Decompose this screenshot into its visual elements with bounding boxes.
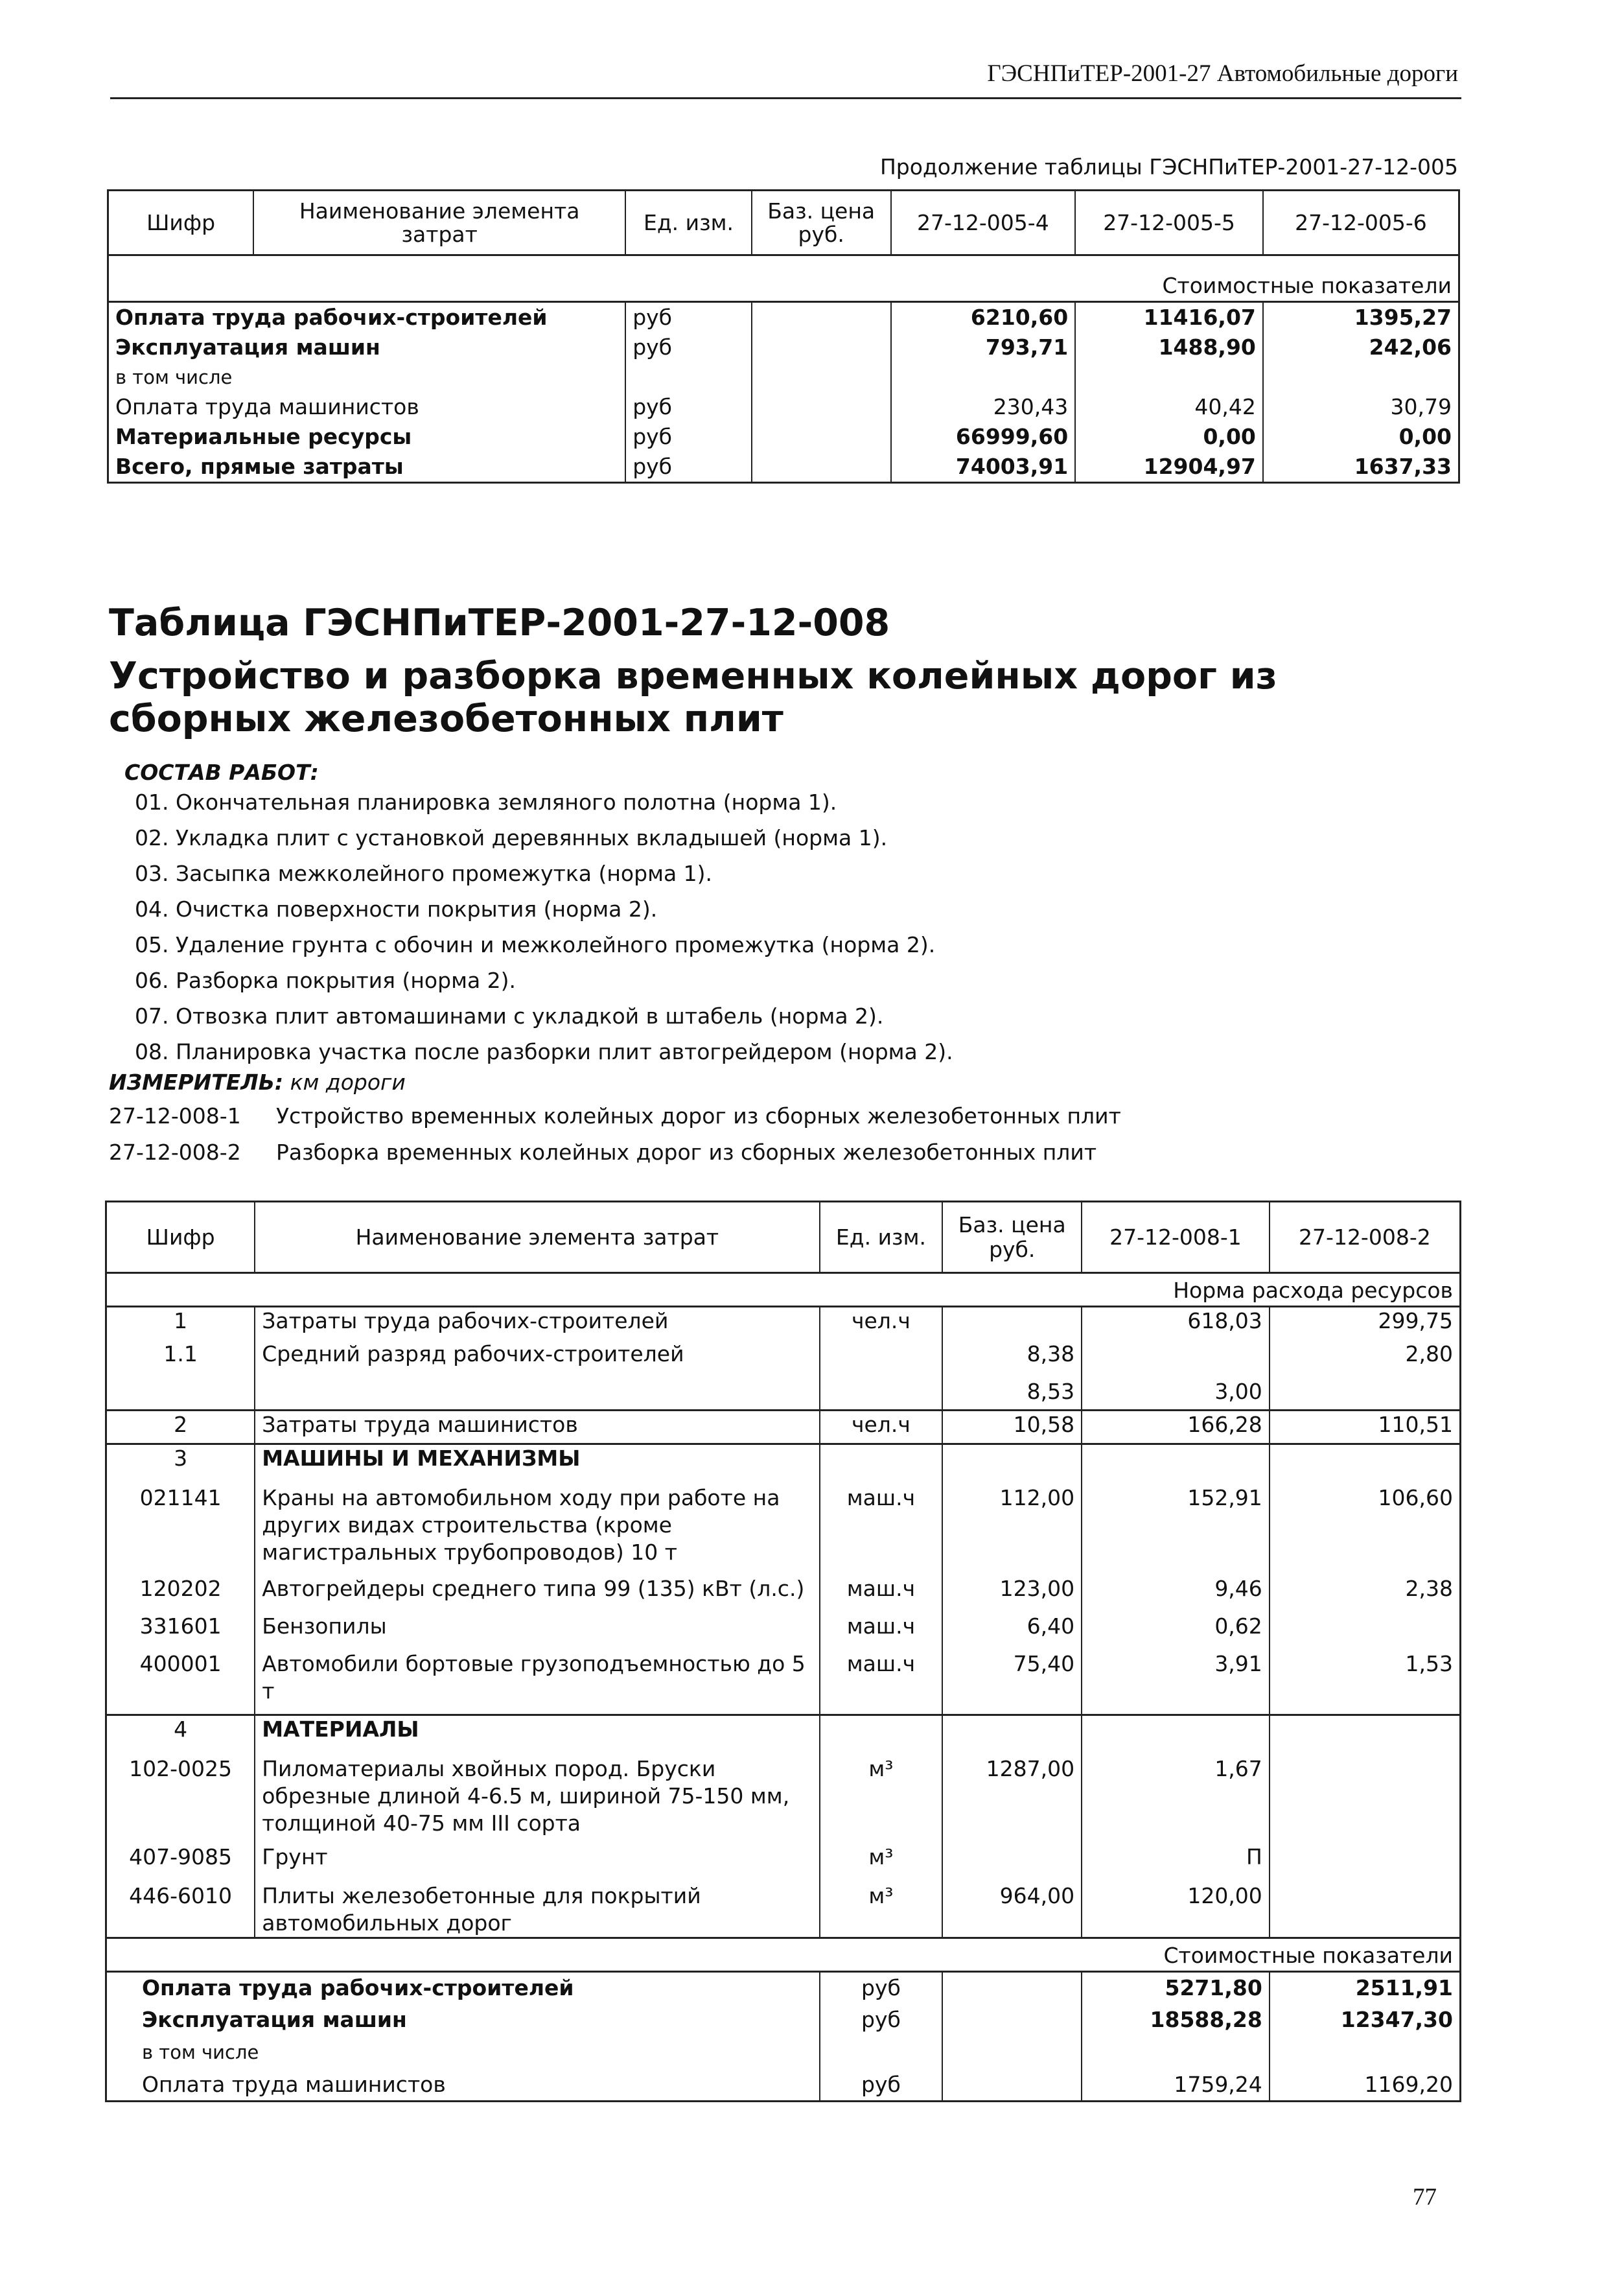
section-label: Стоимостные показатели [106,1938,1461,1972]
price-cell: 6,40 [942,1613,1082,1650]
value-cell [1270,1882,1461,1938]
resource-name: Затраты труда рабочих-строителей [255,1307,819,1341]
column-header: 27-12-008-1 [1082,1202,1270,1273]
resource-name: Пиломатериалы хвойных пород. Бруски обрезные длиной 4-6.5 м, шириной 75-150 мм, толщиной 40-75 мм III сорта [255,1755,819,1844]
value-cell: 1,67 [1082,1755,1270,1844]
section-row [106,1273,1461,1307]
unit-cell: руб [820,2004,943,2037]
column-header: Ед. изм. [820,1202,943,1273]
resource-name: Грунт [255,1844,819,1882]
resource-name: Автогрейдеры среднего типа 99 (135) кВт (л.с.) [255,1575,819,1613]
value-cell [1270,1378,1461,1411]
column-header: 27-12-005-6 [1263,191,1459,255]
cost-item-name: Материальные ресурсы [115,424,412,449]
resource-name: Затраты труда машинистов [255,1411,819,1444]
cost-item-name: Оплата труда рабочих-строителей [142,1975,574,2000]
cost-item-name: Всего, прямые затраты [115,454,404,479]
resource-code: 021141 [139,1484,222,1510]
cost-item-name: Эксплуатация машин [142,2006,407,2032]
table-row [106,1755,1461,1844]
value-cell: 0,00 [1075,422,1263,452]
value-cell: П [1082,1844,1270,1882]
resource-code [106,1378,255,1411]
definition-code: 27-12-008-2 [109,1140,241,1165]
section-label: Стоимостные показатели [108,270,1459,302]
column-header: Баз. цена руб. [942,1202,1082,1273]
work-item: 01. Окончательная планировка земляного полотна (норма 1). [135,790,837,815]
price-cell [752,422,891,452]
table-header-row [108,191,1459,255]
work-item: 04. Очистка поверхности покрытия (норма 2). [135,896,658,922]
unit-cell: чел.ч [820,1307,943,1341]
value-cell: 40,42 [1075,392,1263,422]
meter-label: ИЗМЕРИТЕЛЬ: [109,1070,284,1095]
works-list [135,788,953,1073]
work-item: 07. Отвозка плит автомашинами с укладкой в штабель (норма 2). [135,1003,884,1029]
value-cell: 11416,07 [1075,302,1263,333]
value-cell: 3,91 [1082,1650,1270,1715]
table-row [106,2004,1461,2037]
price-cell: 123,00 [942,1575,1082,1613]
price-cell [752,302,891,333]
definition-text: Устройство временных колейных дорог из сборных железобетонных плит [276,1103,1121,1129]
table-row [106,1378,1461,1411]
value-cell [1270,1444,1461,1484]
table-row [106,1341,1461,1378]
value-cell: 74003,91 [891,452,1076,483]
value-cell [1082,1444,1270,1484]
unit-cell: руб [820,1972,943,2004]
table-row [106,1613,1461,1650]
value-cell: 30,79 [1263,392,1459,422]
table-row [106,2069,1461,2102]
resource-name: Плиты железобетонные для покрытий автомобильных дорог [255,1882,819,1938]
unit-cell: маш.ч [820,1575,943,1613]
value-cell: 299,75 [1270,1307,1461,1341]
resource-code: 1 [106,1307,255,1341]
value-cell: 18588,28 [1082,2004,1270,2037]
resource-code: 446-6010 [129,1882,233,1908]
section-row [106,1938,1461,1972]
unit-cell: руб [625,422,752,452]
work-item: 05. Удаление грунта с обочин и межколейного промежутка (норма 2). [135,932,936,957]
page-number: 77 [1413,2184,1437,2210]
value-cell [1263,362,1459,392]
value-cell: 9,46 [1082,1575,1270,1613]
column-header: Ед. изм. [625,191,752,255]
price-cell [942,2069,1082,2102]
price-cell: 10,58 [942,1411,1082,1444]
unit-cell: руб [820,2069,943,2102]
resource-table-008 [105,1201,1461,2102]
table-row [108,422,1459,452]
resource-code: 3 [106,1444,255,1484]
table-row [106,1444,1461,1484]
unit-cell: маш.ч [820,1650,943,1715]
resource-code: 400001 [139,1650,222,1676]
cost-item-name: Оплата труда машинистов [115,394,419,419]
value-cell: 0,00 [1263,422,1459,452]
unit-cell [625,362,752,392]
price-cell: 112,00 [942,1484,1082,1575]
definition-row [109,1103,1121,1129]
table-row [106,1575,1461,1613]
column-header: Наименование элемента затрат [255,1202,819,1273]
unit-cell: чел.ч [820,1411,943,1444]
resource-name: МАШИНЫ И МЕХАНИЗМЫ [255,1444,819,1484]
table-row [106,1972,1461,2004]
column-header: 27-12-005-5 [1075,191,1263,255]
unit-cell [820,1715,943,1755]
definition-code: 27-12-008-1 [109,1103,241,1129]
resource-code: 4 [106,1715,255,1755]
table-row [106,1650,1461,1715]
value-cell: 618,03 [1082,1307,1270,1341]
header-rule [110,97,1461,99]
resource-name: Автомобили бортовые грузоподъемностью до 5 т [255,1650,819,1715]
resource-name: Средний разряд рабочих-строителей [255,1341,819,1378]
table-row [108,333,1459,362]
resource-code: 1.1 [163,1341,198,1366]
value-cell: 242,06 [1263,333,1459,362]
price-cell: 964,00 [942,1882,1082,1938]
spacer-cell [108,255,1459,270]
running-header: ГЭСНПиТЕР-2001-27 Автомобильные дороги [987,60,1458,87]
unit-cell: руб [625,392,752,422]
value-cell: 1395,27 [1263,302,1459,333]
table-row [106,1715,1461,1755]
table-header-row [106,1202,1461,1273]
unit-cell [820,1341,943,1378]
price-cell [942,2037,1082,2069]
continuation-note: Продолжение таблицы ГЭСНПиТЕР-2001-27-12-005 [879,154,1458,180]
cost-item-name: Оплата труда рабочих-строителей [115,305,548,330]
meter-line [109,1070,406,1095]
value-cell: 1759,24 [1082,2069,1270,2102]
unit-cell: м³ [820,1844,943,1882]
cost-table-005 [107,189,1460,484]
resource-code: 2 [106,1411,255,1444]
resource-name: Бензопилы [255,1613,819,1650]
price-cell [942,1972,1082,2004]
value-cell: 2,80 [1270,1341,1461,1378]
price-cell [752,452,891,483]
cost-item-name: в том числе [142,2041,259,2063]
resource-code: 120202 [139,1575,222,1601]
value-cell: 152,91 [1082,1484,1270,1575]
price-cell [942,2004,1082,2037]
value-cell: 12347,30 [1270,2004,1461,2037]
work-item: 08. Планировка участка после разборки плит автогрейдером (норма 2). [135,1039,953,1064]
price-cell: 8,38 [942,1341,1082,1378]
price-cell: 1287,00 [942,1755,1082,1844]
section-label: Норма расхода ресурсов [106,1273,1461,1307]
table-subtitle: Устройство и разборка временных колейных дорог из сборных железобетонных плит [109,655,1277,740]
value-cell [1082,1341,1270,1378]
price-cell [942,1715,1082,1755]
work-item: 02. Укладка плит с установкой деревянных вкладышей (норма 1). [135,825,888,850]
cost-item-name: Оплата труда машинистов [142,2071,446,2097]
value-cell [891,362,1076,392]
value-cell: 120,00 [1082,1882,1270,1938]
meter-value: км дороги [290,1070,406,1095]
table-row [106,2037,1461,2069]
column-header: Шифр [106,1202,255,1273]
spacer-row [108,255,1459,270]
unit-cell [820,1378,943,1411]
value-cell: 110,51 [1270,1411,1461,1444]
value-cell [1075,362,1263,392]
price-cell [752,333,891,362]
value-cell [1270,1755,1461,1844]
works-label: СОСТАВ РАБОТ: [124,760,319,785]
value-cell: 3,00 [1082,1378,1270,1411]
value-cell: 1637,33 [1263,452,1459,483]
value-cell: 106,60 [1270,1484,1461,1575]
unit-cell [820,2037,943,2069]
column-header: Шифр [108,191,254,255]
value-cell: 230,43 [891,392,1076,422]
value-cell: 1,53 [1270,1650,1461,1715]
resource-name [255,1378,819,1411]
value-cell: 6210,60 [891,302,1076,333]
value-cell: 166,28 [1082,1411,1270,1444]
value-cell: 793,71 [891,333,1076,362]
value-cell [1270,1844,1461,1882]
value-cell: 5271,80 [1082,1972,1270,2004]
value-cell [1082,2037,1270,2069]
cost-item-name: в том числе [115,366,233,388]
unit-cell: маш.ч [820,1613,943,1650]
table-row [106,1844,1461,1882]
section-row [108,270,1459,302]
price-cell [752,392,891,422]
resource-code: 331601 [139,1613,222,1639]
table-row [108,302,1459,333]
price-cell [942,1444,1082,1484]
resource-code: 407-9085 [129,1844,233,1869]
resource-name: МАТЕРИАЛЫ [255,1715,819,1755]
work-item: 06. Разборка покрытия (норма 2). [135,968,516,993]
table-row [106,1307,1461,1341]
value-cell: 2,38 [1270,1575,1461,1613]
price-cell: 8,53 [942,1378,1082,1411]
column-header: 27-12-005-4 [891,191,1076,255]
price-cell: 75,40 [942,1650,1082,1715]
unit-cell: маш.ч [820,1484,943,1575]
value-cell [1270,1613,1461,1650]
unit-cell: руб [625,302,752,333]
column-header: Баз. цена руб. [752,191,891,255]
value-cell [1270,1715,1461,1755]
cost-item-name: Эксплуатация машин [115,334,380,360]
table-row [106,1484,1461,1575]
value-cell: 2511,91 [1270,1972,1461,2004]
table-row [108,362,1459,392]
value-cell: 66999,60 [891,422,1076,452]
price-cell [942,1307,1082,1341]
value-cell [1270,2037,1461,2069]
unit-cell: руб [625,452,752,483]
value-cell: 12904,97 [1075,452,1263,483]
table-row [108,392,1459,422]
value-cell: 1169,20 [1270,2069,1461,2102]
unit-cell: м³ [820,1882,943,1938]
table-row [106,1882,1461,1938]
definition-row [109,1140,1096,1165]
unit-cell: руб [625,333,752,362]
value-cell [1082,1715,1270,1755]
value-cell: 0,62 [1082,1613,1270,1650]
table-row [106,1411,1461,1444]
work-item: 03. Засыпка межколейного промежутка (норма 1). [135,861,713,886]
column-header: Наименование элемента затрат [253,191,625,255]
price-cell [942,1844,1082,1882]
table-row [108,452,1459,483]
price-cell [752,362,891,392]
unit-cell [820,1444,943,1484]
definition-text: Разборка временных колейных дорог из сборных железобетонных плит [276,1140,1097,1165]
value-cell: 1488,90 [1075,333,1263,362]
table-title: Таблица ГЭСНПиТЕР-2001-27-12-008 [109,602,890,644]
column-header: 27-12-008-2 [1270,1202,1461,1273]
resource-code: 102-0025 [129,1755,233,1781]
resource-name: Краны на автомобильном ходу при работе на других видах строительства (кроме магистральных трубопроводов) 10 т [255,1484,819,1575]
unit-cell: м³ [820,1755,943,1844]
